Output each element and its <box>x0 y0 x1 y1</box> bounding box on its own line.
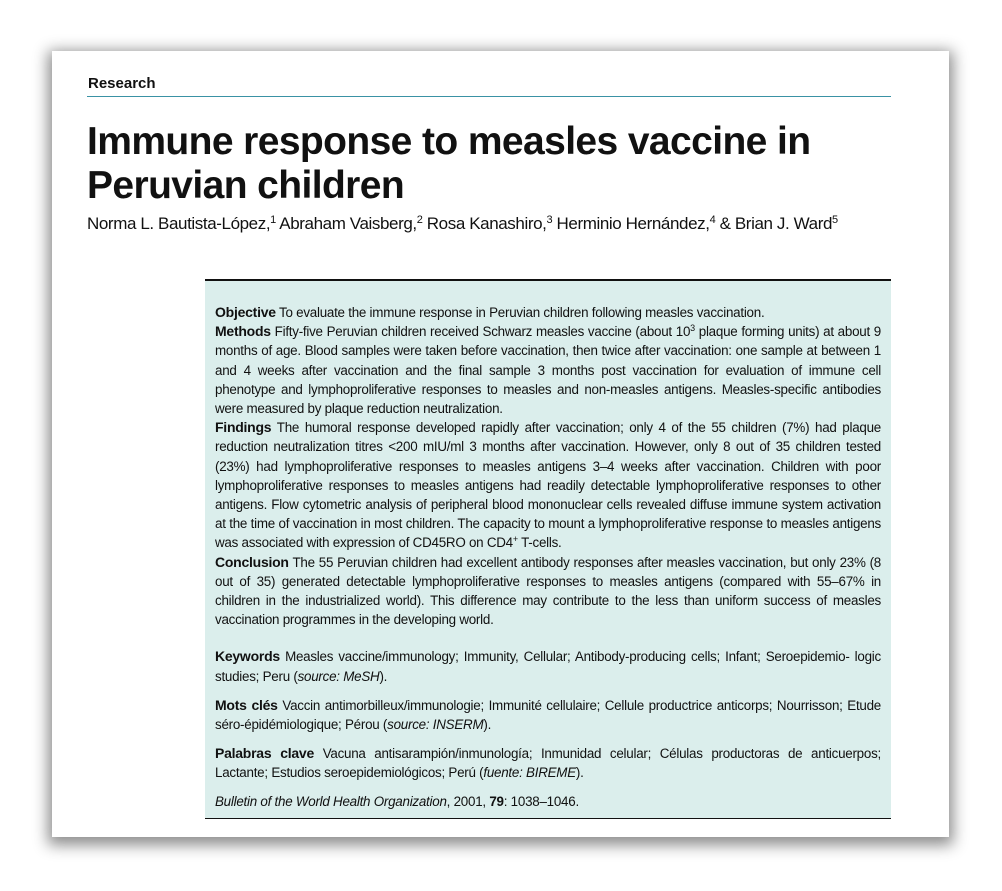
article-title: Immune response to measles vaccine in Peruvian children <box>87 120 811 207</box>
author <box>557 214 716 233</box>
article-page <box>52 51 949 837</box>
palabras-clave-text: Vacuna antisarampión/inmunología; Inmunidad celular; Células productoras de anticuerpos; Lactante; Estudios seroepidemiológicos; Perú ( <box>215 746 881 781</box>
citation <box>215 792 881 811</box>
section-label: Research <box>88 75 156 92</box>
abstract-conclusion <box>215 553 881 630</box>
author-affiliation: 4 <box>709 214 716 226</box>
author-name: Rosa Kanashiro, <box>426 214 547 233</box>
author-list <box>87 214 907 234</box>
section-divider <box>87 96 891 97</box>
keywords-fr <box>215 696 881 734</box>
citation-journal: Bulletin of the World Health Organization <box>215 793 447 809</box>
methods-superscript: 3 <box>690 323 695 334</box>
findings-label: Findings <box>215 419 272 436</box>
keywords-source: source: MeSH <box>297 668 380 684</box>
author-name: Abraham Vaisberg, <box>279 214 417 233</box>
conclusion-label: Conclusion <box>215 553 289 570</box>
citation-pages: : 1038–1046. <box>503 793 579 809</box>
author-affiliation: 2 <box>416 214 423 226</box>
citation-volume: 79 <box>489 793 504 809</box>
abstract-box <box>205 279 891 819</box>
keywords-en <box>215 647 881 685</box>
palabras-clave-source: fuente: BIREME <box>483 765 576 781</box>
mots-cles-label: Mots clés <box>215 696 278 713</box>
mots-cles-source: source: INSERM <box>387 717 484 733</box>
abstract-methods <box>215 322 881 418</box>
methods-text: Fifty-five Peruvian children received Schwarz measles vaccine (about 10 <box>274 324 691 340</box>
author-affiliation: 1 <box>270 214 276 226</box>
author <box>279 214 422 233</box>
author <box>720 214 838 233</box>
author-name: Herminio Hernández, <box>556 214 710 233</box>
findings-superscript: + <box>512 534 518 545</box>
keywords-end: ). <box>379 668 388 684</box>
author-affiliation: 3 <box>546 214 553 226</box>
mots-cles-text: Vaccin antimorbilleux/immunologie; Immunité cellulaire; Cellule productrice anticorps; Nourrisson; Etude séro-épidémiologique; Pérou ( <box>215 697 882 733</box>
abstract-content <box>215 303 881 811</box>
findings-text-cont: T-cells. <box>517 535 562 551</box>
author-name: Norma L. Bautista-López, <box>87 214 271 233</box>
findings-text: The humoral response developed rapidly after vaccination; only 4 of the 55 children (7%) had plaque reduction neutralization titres <200 mIU/ml 3 months after vaccination. However, only 8 out of 35 children tested (23%) had lymphoproliferative responses to measles antigens 3–4 weeks after vaccination. Children with poor lymphoproliferative responses to measles antigens had readily detectable lymphoproliferative responses to other antigens. Flow cytometric analysis of peripheral blood mononuclear cells revealed diffuse immune system activation at the time of vaccination in most children. The capacity to mount a lymphoproliferative response to measles antigens was associated with expression of CD45RO on CD4 <box>215 420 881 551</box>
citation-year: , 2001, <box>446 793 490 809</box>
author <box>427 214 552 233</box>
methods-label: Methods <box>215 323 271 340</box>
keywords-es <box>215 744 881 782</box>
keywords-text: Measles vaccine/immunology; Immunity, Cellular; Antibody-producing cells; Infant; Seroepidemio- logic studies; Peru ( <box>215 649 881 684</box>
methods-text-cont: plaque forming units) at about 9 months of age. Blood samples were taken before vaccination, then twice after vaccination: one sample at between 1 and 4 weeks after vaccination and the final sample 3 months post vaccination for evaluation of immune cell phenotype and lymphoproliferative responses to measles and non-measles antigens. Measles-specific antibodies were measured by plaque reduction neutralization. <box>215 324 881 417</box>
abstract-findings <box>215 418 881 552</box>
palabras-clave-end: ). <box>575 765 584 781</box>
conclusion-text: The 55 Peruvian children had excellent antibody responses after measles vaccination, but only 23% (8 out of 35) generated detectable lymphoproliferative responses to measles antigens (compared with 55–67% in children in the industrialized world). This difference may contribute to the less than uniform success of measles vaccination programmes in the developing world. <box>215 554 882 628</box>
objective-text: To evaluate the immune response in Peruvian children following measles vaccination. <box>279 305 765 320</box>
palabras-clave-label: Palabras clave <box>215 745 314 762</box>
author-affiliation: 5 <box>832 214 838 226</box>
author <box>87 214 276 233</box>
mots-cles-end: ). <box>483 717 492 733</box>
objective-label: Objective <box>215 304 276 320</box>
abstract-objective <box>215 303 881 322</box>
keywords-label: Keywords <box>215 648 280 665</box>
author-name: & Brian J. Ward <box>719 214 833 233</box>
